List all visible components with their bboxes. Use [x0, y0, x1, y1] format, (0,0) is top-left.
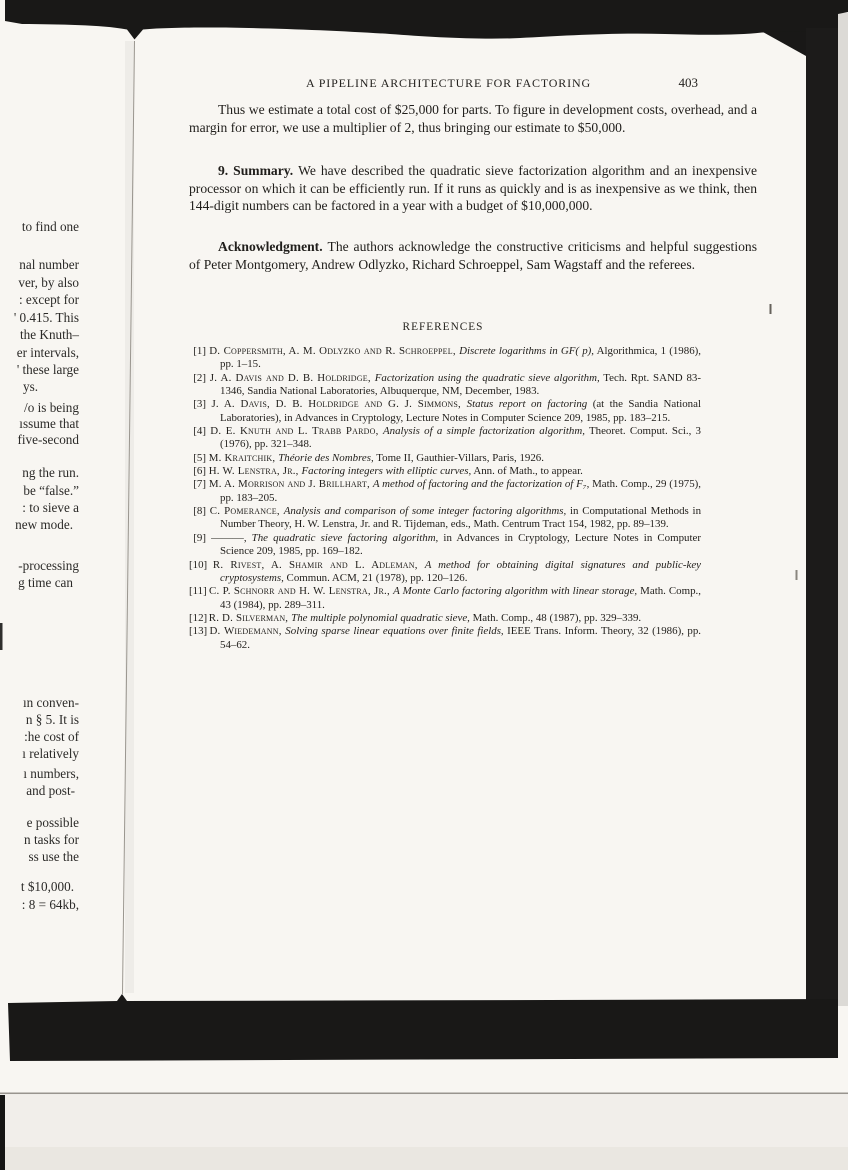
left-page-line: and post-	[26, 783, 75, 798]
left-page-line: ı relatively	[22, 746, 79, 761]
reference-label: [6]	[193, 465, 206, 478]
reference-item	[189, 559, 701, 586]
reference-item	[189, 465, 701, 478]
left-page-line: ' these large	[16, 362, 79, 377]
reference-text-segment: Status report on factoring	[466, 398, 588, 411]
reference-item	[189, 625, 701, 652]
reference-text-segment: A method for obtaining digital signatures and public-key cryptosystems,	[220, 558, 701, 584]
reference-item	[189, 398, 701, 425]
reference-label: [4]	[193, 425, 206, 438]
paragraph-text: Thus we estimate a total cost of $25,000 for parts. To figure in development costs, overhead, and a margin for error, we use a multiplier of 2, thus bringing our estimate to $50,000.	[189, 102, 757, 135]
reference-text-segment: Theoret. Comput. Sci., 3 (1976), pp. 321–348.	[220, 425, 702, 451]
reference-label: [10]	[189, 558, 208, 571]
left-page-line: ıssume that	[19, 416, 79, 431]
reference-label: [13]	[189, 625, 208, 638]
references-heading: REFERENCES	[402, 321, 484, 333]
reference-label: [11]	[189, 585, 207, 598]
reference-text-segment: J. A. Davis and D. B. Holdridge,	[209, 371, 375, 384]
reference-text-segment: Math. Comp., 29 (1975), pp. 183–205.	[220, 478, 701, 504]
reference-item	[189, 345, 701, 372]
left-page	[0, 0, 79, 1000]
left-page-line: ver, by also	[18, 275, 79, 290]
reference-text-segment: C. Pomerance,	[209, 505, 284, 518]
left-page-line: : except for	[18, 292, 79, 307]
left-page-line: five-second	[17, 432, 79, 447]
left-page-line: n § 5. It is	[25, 712, 79, 727]
left-page-line: g time can	[18, 575, 73, 590]
reference-label: [9]	[193, 531, 206, 544]
left-page-line: er intervals,	[16, 345, 79, 360]
left-page-line: ss use the	[28, 849, 79, 864]
reference-text-segment: (at the Sandia National Laboratories), in Advances in Cryptology, Lecture Notes in Computer Science 209, 1985, pp. 183–215.	[220, 398, 701, 424]
reference-text-segment: Math. Comp., 48 (1987), pp. 329–339.	[469, 611, 642, 624]
reference-text-segment: R. D. Silverman,	[208, 611, 292, 624]
reference-text-segment: Tech. Rpt. SAND 83-1346, Sandia National Laboratories, Albuquerque, NM, December, 1983.	[220, 371, 701, 398]
reference-text-segment: The multiple polynomial quadratic sieve,	[291, 611, 470, 624]
reference-text-segment: M. Kraitchik,	[208, 451, 279, 464]
left-page-line: -processing	[18, 558, 79, 573]
reference-text-segment: Théorie des Nombres,	[278, 451, 374, 464]
reference-text-segment: , Algorithmica, 1 (1986), pp. 1–15.	[220, 345, 701, 371]
reference-text-segment: Factorization using the quadratic sieve algorithm,	[374, 371, 600, 384]
reference-text-segment: M. A. Morrison and J. Brillhart,	[208, 478, 373, 491]
reference-text-segment: Tome II, Gauthier-Villars, Paris, 1926.	[373, 451, 544, 464]
left-page-line: ın conven-	[22, 695, 79, 710]
reference-text-segment: D. Wiedemann,	[209, 625, 286, 638]
reference-text-segment: Factoring integers with elliptic curves,	[301, 465, 472, 478]
left-page-line: t $10,000.	[20, 879, 74, 894]
reference-text-segment: Commun. ACM, 21 (1978), pp. 120–126.	[283, 571, 468, 584]
reference-label: [2]	[193, 371, 206, 384]
reference-item	[189, 585, 701, 612]
page-number: 403	[678, 75, 698, 90]
reference-label: [12]	[189, 611, 208, 624]
left-page-line: be “false.”	[23, 483, 79, 498]
reference-text-segment: D. E. Knuth and L. Trabb Pardo,	[210, 425, 383, 438]
reference-text-segment: ———,	[211, 531, 252, 544]
reference-label: [5]	[193, 451, 206, 464]
left-page-line: : to sieve a	[22, 500, 79, 515]
left-page-line: ys.	[22, 379, 38, 394]
left-page-line: : 8 = 64kb,	[21, 897, 79, 912]
running-title: A PIPELINE ARCHITECTURE FOR FACTORING	[306, 76, 592, 90]
reference-text-segment: H. W. Lenstra, Jr.,	[208, 465, 302, 478]
left-page-line: :he cost of	[24, 729, 79, 744]
reference-text-segment: C. P. Schnorr and H. W. Lenstra, Jr.,	[209, 585, 394, 598]
paragraph-lead: Acknowledgment.	[218, 239, 323, 254]
reference-text-segment: in Computational Methods in Number Theory, H. W. Lenstra, Jr. and R. Tijdeman, eds., Math. Centrum Tract 154, 1982, pp. 89–139.	[220, 505, 702, 531]
left-page-line: ı numbers,	[23, 766, 79, 781]
reference-label: [8]	[193, 505, 206, 518]
left-page-line: /o is being	[24, 400, 79, 415]
reference-text-segment: D. Coppersmith, A. M. Odlyzko and R. Schroeppel,	[209, 345, 460, 357]
left-page-line: e possible	[26, 815, 79, 830]
reference-item	[189, 452, 701, 465]
left-page-line: the Knuth–	[20, 327, 79, 342]
paragraph-text: We have described the quadratic sieve factorization algorithm and an inexpensive processor on which it can be efficiently run. If it runs as quickly and is as inexpensive as we think, then 144-digit numbers can be factored in a year with a budget of $10,000,000.	[189, 163, 757, 213]
reference-text-segment: Analysis and comparison of some integer factoring algorithms,	[283, 505, 567, 518]
reference-text-segment: IEEE Trans. Inform. Theory, 32 (1986), pp. 54–62.	[220, 625, 702, 651]
reference-item	[189, 532, 701, 559]
reference-text-segment: A method of factoring and the factorization of F₇,	[372, 478, 590, 491]
reference-item	[189, 505, 701, 532]
reference-label: [1]	[193, 345, 206, 357]
paragraph-cost-estimate	[189, 101, 757, 136]
paragraph-summary	[189, 162, 757, 215]
reference-text-segment: A Monte Carlo factoring algorithm with linear storage,	[393, 585, 638, 598]
paragraph-acknowledgment	[189, 238, 757, 273]
reference-item	[189, 425, 701, 452]
reference-text-segment: Math. Comp., 43 (1984), pp. 289–311.	[220, 585, 701, 611]
reference-text-segment: Solving sparse linear equations over finite fields,	[285, 625, 504, 638]
paragraph-lead: 9. Summary.	[218, 163, 294, 178]
left-page-line: to find one	[21, 219, 79, 234]
references-list	[189, 345, 701, 652]
reference-text-segment: The quadratic sieve factoring algorithm,	[251, 531, 439, 544]
left-page-line: ' 0.415. This	[13, 310, 79, 325]
reference-label: [7]	[193, 478, 206, 491]
left-page-line: nal number	[19, 257, 79, 272]
reference-text-segment: R. Rivest, A. Shamir and L. Adleman,	[212, 558, 425, 571]
reference-text-segment: Analysis of a simple factorization algorithm,	[382, 425, 585, 438]
reference-text-segment: Ann. of Math., to appear.	[471, 465, 583, 478]
reference-item	[189, 478, 701, 505]
reference-item	[189, 612, 701, 625]
left-page-line: new mode.	[15, 517, 73, 532]
reference-item	[189, 372, 701, 399]
reference-text-segment: J. A. Davis, D. B. Holdridge and G. J. Simmons,	[211, 398, 467, 411]
reference-label: [3]	[193, 398, 206, 411]
reference-text-segment: Discrete logarithms in GF( p)	[459, 345, 592, 357]
paragraph-text: The authors acknowledge the constructive criticisms and helpful suggestions of Peter Montgomery, Andrew Odlyzko, Richard Schroeppel, Sam Wagstaff and the referees.	[189, 239, 757, 272]
left-page-line: n tasks for	[24, 832, 79, 847]
left-page-line: ng the run.	[22, 465, 79, 480]
reference-text-segment: in Advances in Cryptology, Lecture Notes in Computer Science 209, 1985, pp. 169–182.	[220, 531, 701, 558]
